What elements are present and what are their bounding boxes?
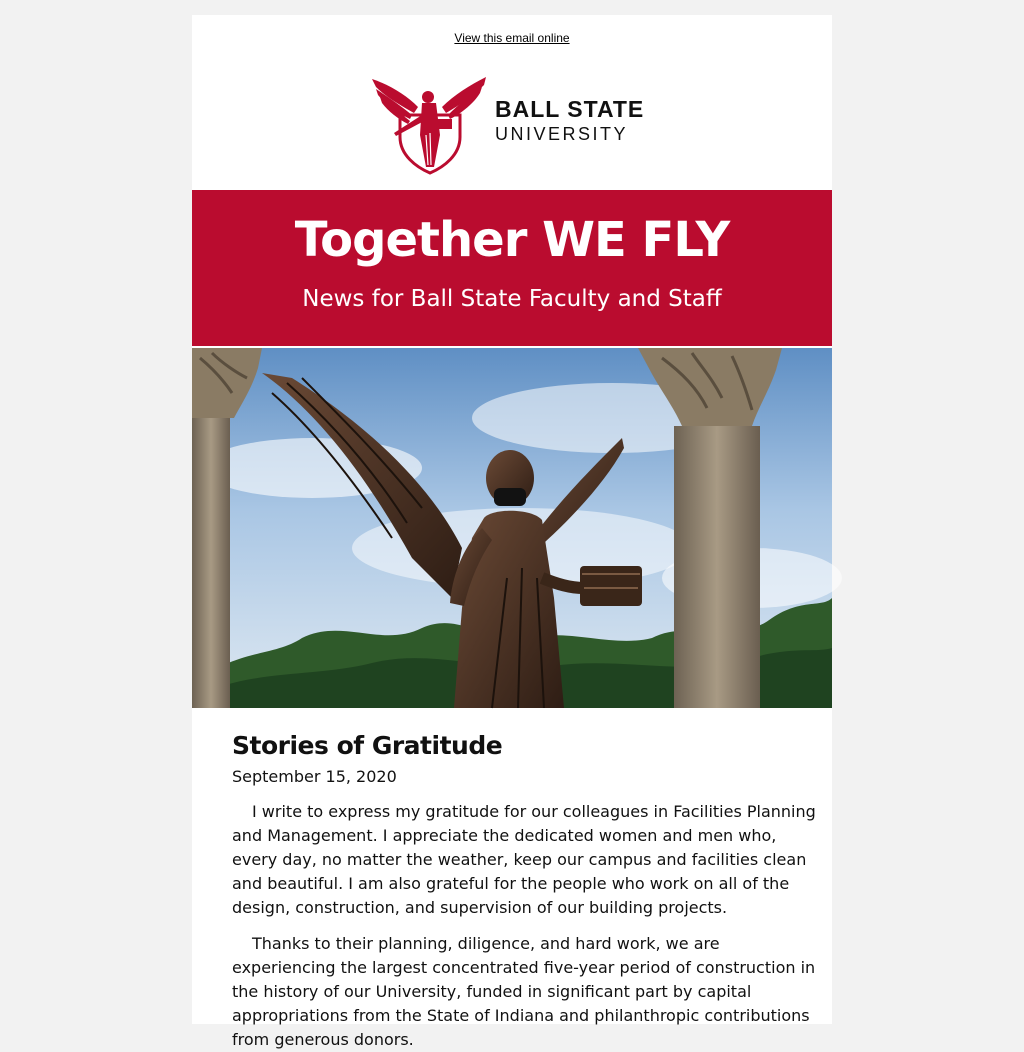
banner-title: Together WE FLY <box>294 212 730 268</box>
ball-state-logo[interactable] <box>370 75 660 175</box>
view-online-link[interactable]: View this email online <box>454 31 570 45</box>
logo-line-2: UNIVERSITY <box>495 124 629 144</box>
article <box>232 730 816 1052</box>
view-online-row <box>192 31 832 45</box>
beneficence-statue-photo-icon <box>192 348 832 708</box>
article-paragraph: Thanks to their planning, diligence, and hard work, we are experiencing the largest concentrated five-year period of construction in the history of our University, funded in significant part by capital appropriations from the State of Indiana and philanthropic contributions from generous donors. <box>232 934 816 1049</box>
beneficence-shield-icon <box>370 75 490 175</box>
logo-line-1: BALL STATE <box>495 96 645 122</box>
article-paragraph: I write to express my gratitude for our colleagues in Facilities Planning and Management. I appreciate the dedicated women and men who, every day, no matter the weather, keep our campus and facilities clean and beautiful. I am also grateful for the people who work on all of the design, construction, and supervision of our building projects. <box>232 802 816 917</box>
banner-subtitle: News for Ball State Faculty and Staff <box>302 286 722 312</box>
newsletter-banner <box>192 190 832 346</box>
article-title: Stories of Gratitude <box>232 731 503 760</box>
hero-image[interactable] <box>192 348 832 708</box>
article-date: September 15, 2020 <box>232 767 397 786</box>
logo-wordmark <box>495 98 644 143</box>
email-container <box>192 15 832 1049</box>
